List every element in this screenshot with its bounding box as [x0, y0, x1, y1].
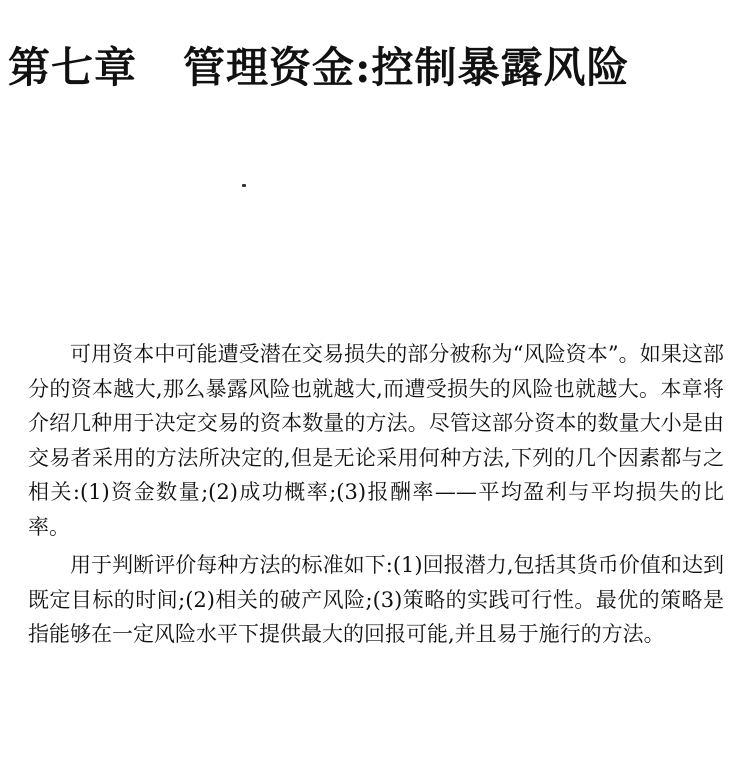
chapter-number: 第七章	[8, 43, 138, 93]
paragraph-risk-capital: 可用资本中可能遭受潜在交易损失的部分被称为“风险资本”。如果这部分的资本越大,那么暴露风险也就越大,而遭受损失的风险也就越大。本章将介绍几种用于决定交易的资本数量的方法。尽管这部分资本的数量大小是由交易者采用的方法所决定的,但是无论采用何种方法,下列的几个因素都与之相关:(1)资金数量;(2)成功概率;(3)报酬率——平均盈利与平均损失的比率。	[28, 342, 724, 539]
chapter-title: 管理资金:控制暴露风险	[183, 43, 630, 93]
chapter-heading	[8, 38, 738, 98]
body-text	[28, 337, 724, 652]
paragraph-evaluation-criteria: 用于判断评价每种方法的标准如下:(1)回报潜力,包括其货币价值和达到既定目标的时间;(2)相关的破产风险;(3)策略的实践可行性。最优的策略是指能够在一定风险水平下提供最大的回报可能,并且易于施行的方法。	[28, 553, 724, 646]
print-speck	[242, 184, 246, 187]
